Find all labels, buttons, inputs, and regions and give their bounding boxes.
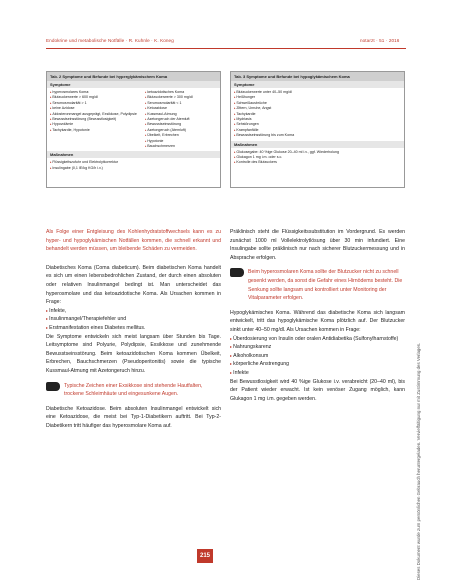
table-3-section-measures: Maßnahmen: [231, 141, 404, 148]
pointing-hand-icon: [46, 382, 60, 391]
paragraph: Die Symptome entwickeln sich meist langsam über Stunden bis Tage. Leitsymptome sind Polyurie, Polydipsie, Exsikkose und zunehmende Bewusstseinsstörung. Beim ketoazidotischen Koma kommen Übelkeit, Erbrechen, Bauchschmerzen (Pseudoperitonitis) sowie die typische Kussmaul-Atmung mit Azetongeruch hinzu.: [46, 333, 221, 374]
list-item: ▸ Tachykardie, Hypotonie: [50, 128, 137, 133]
side-note-text: Dieses Dokument wurde zum persönlichen Gebrauch heruntergeladen. Vervielfältigung nur mit Zustimmung des Verlages.: [416, 342, 421, 580]
running-header: Endokrine und metabolische Notfälle · R. Kuhnle · K. Koneg: [46, 38, 174, 43]
list-item: ▸ Tachykardie: [234, 112, 401, 117]
warning-text: Beim hyperosmolaren Koma sollte der Blutzucker nicht zu schnell gesenkt werden, da sonst die Gefahr eines Hirnödems besteht. Die Senkung sollte langsam und kontrolliert unter Monitoring der Vitalparameter erfolgen.: [248, 269, 403, 302]
pointing-hand-icon: [230, 268, 244, 277]
list-item: ▸ Bauchschmerzen: [145, 144, 217, 149]
table-3-section-symptoms: Symptome: [231, 81, 404, 88]
list-item: ▸ Kontrolle des Blutzuckers: [234, 160, 401, 165]
list-item: ▸ Insulingabe (0,1 IE/kg KG/h i.v.): [50, 166, 217, 171]
list-item: ▸ Bewusstseinsstörung: [145, 122, 217, 127]
paragraph: Diabetisches Koma (Coma diabeticum). Beim diabetischen Koma handelt es sich um einen lebensbedrohlichen Zustand, der durch einen absoluten oder relativen Insulinmangel bedingt ist. Man unterscheidet das hyperosmolare und das ketoazidotische Koma. Als Ursachen kommen in Frage:: [46, 264, 221, 306]
journal-ref: notarzt · 51 · 2016: [360, 38, 400, 43]
bullet-item: ▸ Insulinmangel/Therapiefehler und: [46, 315, 221, 324]
bullet-item: ▸ Alkoholkonsum: [230, 352, 405, 361]
list-item: ▸ keine Azidose: [50, 106, 137, 111]
list-item: ▸ Sehstörungen: [234, 122, 401, 127]
list-item: ▸ Blutzuckerwerte unter 40–50 mg/dl: [234, 90, 401, 95]
table-2: [46, 71, 221, 188]
table-2-title: Tab. 2 Symptome und Befunde bei hyperglykämischem Koma: [47, 72, 220, 81]
table-2-col-1: [50, 90, 137, 149]
paragraph: Bei Bewusstlosigkeit wird 40 %ige Glukose i.v. verabreicht (20–40 ml), bis der Patient wieder erwacht. Ist kein venöser Zugang möglich, kann Glukagon 1 mg i.m. gegeben werden.: [230, 378, 405, 402]
page-number: 215: [197, 549, 213, 563]
list-item: ▸ Krampfanfälle: [234, 128, 401, 133]
list-item: ▸ Blutzuckerwerte > 300 mg/dl: [145, 95, 217, 100]
list-item: ▸ Heißhunger: [234, 95, 401, 100]
list-item: ▸ Mydriasis: [234, 117, 401, 122]
paragraph: Präklinisch steht die Flüssigkeitssubstitution im Vordergrund. Es werden zunächst 1000 ml Vollelektrolytlösung über 30 min infundiert. Eine Insulingabe sollte präklinisch nur nach sicherer Blutzuckermessung und in Absprache erfolgen.: [230, 229, 405, 261]
list-item: ▸ Serumosmolarität < 1: [145, 101, 217, 106]
list-item: ▸ Hypovolämie: [50, 122, 137, 127]
bullet-item: ▸ Erstmanifestation eines Diabetes mellitus.: [46, 324, 221, 333]
left-column: [46, 228, 221, 430]
list-item: ▸ Azetongeruch (Atemluft): [145, 128, 217, 133]
list-item: ▸ Hypotonie: [145, 139, 217, 144]
list-item: ▸ Flüssigkeitszufuhr und Elektrolytkorrektur: [50, 160, 217, 165]
table-3-title: Tab. 3 Symptome und Befunde bei hypoglykämischem Koma: [231, 72, 404, 81]
note-text: Typische Zeichen einer Exsikkose sind stehende Hautfalten, trockene Schleimhäute und eingesunkene Augen.: [64, 382, 203, 398]
bullet-item: ▸ körperliche Anstrengung: [230, 360, 405, 369]
list-item: ▸ Kussmaul-Atmung: [145, 112, 217, 117]
list-item: ▸ ketoazidotisches Koma: [145, 90, 217, 95]
list-item: ▸ Glukosegabe: 40 %ige Glukose 20–40 ml i.v., ggf. Wiederholung: [234, 150, 401, 155]
bullet-item: ▸ Infekte: [230, 369, 405, 378]
bullet-item: ▸ Infekte,: [46, 307, 221, 316]
list-item: ▸ Bewusstseinsstörung (Bewusstlosigkeit): [50, 117, 137, 122]
paragraph: Hypoglykämisches Koma. Während das diabetische Koma sich langsam entwickelt, tritt das hypoglykämische Koma plötzlich auf. Der Blutzucker sinkt unter 40–50 mg/dl. Als Ursachen kommen in Frage:: [230, 309, 405, 333]
list-item: ▸ Aldosteronmangel ausgeprägt, Exsikkose, Polydipsie: [50, 112, 137, 117]
bullet-item: ▸ Überdosierung von Insulin oder oralen Antidiabetika (Sulfonylharnstoffe): [230, 335, 405, 344]
intro-text: Als Folge einer Entgleisung des Kohlenhydratstoffwechsels kann es zu hyper- und hypoglykämischen Notfällen kommen, die schnell erkannt und behandelt werden müssen, um bleibende Schäden zu vermeiden.: [46, 229, 221, 253]
list-item: ▸ Übelkeit, Erbrechen: [145, 133, 217, 138]
list-item: ▸ Blutzuckerwerte > 600 mg/dl: [50, 95, 137, 100]
table-2-section-measures: Maßnahmen: [47, 151, 220, 158]
list-item: ▸ Azetongeruch der Atemluft: [145, 117, 217, 122]
table-2-section-symptoms: Symptome: [47, 81, 220, 88]
header-rule: [46, 48, 406, 49]
list-item: ▸ Zittern, Unruhe, Angst: [234, 106, 401, 111]
bullet-item: ▸ Nahrungskarenz: [230, 343, 405, 352]
list-item: ▸ hyperosmolares Koma:: [50, 90, 137, 95]
right-column: [230, 228, 405, 403]
side-note: [416, 150, 424, 580]
list-item: ▸ Ketoazidose: [145, 106, 217, 111]
table-3: [230, 71, 405, 188]
list-item: ▸ Serumosmolarität > 1: [50, 101, 137, 106]
table-2-col-2: [145, 90, 217, 149]
list-item: ▸ Bewusstseinsstörung bis zum Koma: [234, 133, 401, 138]
paragraph: Diabetische Ketoazidose. Beim absoluten Insulinmangel entwickelt sich eine Ketoazidose, die meist bei Typ-1-Diabetikern auftritt. Bei Typ-2-Diabetikern tritt häufiger das hyperosmolare Koma auf.: [46, 405, 221, 429]
list-item: ▸ Glukagon 1 mg i.m. oder s.c.: [234, 155, 401, 160]
list-item: ▸ Schweißausbrüche: [234, 101, 401, 106]
